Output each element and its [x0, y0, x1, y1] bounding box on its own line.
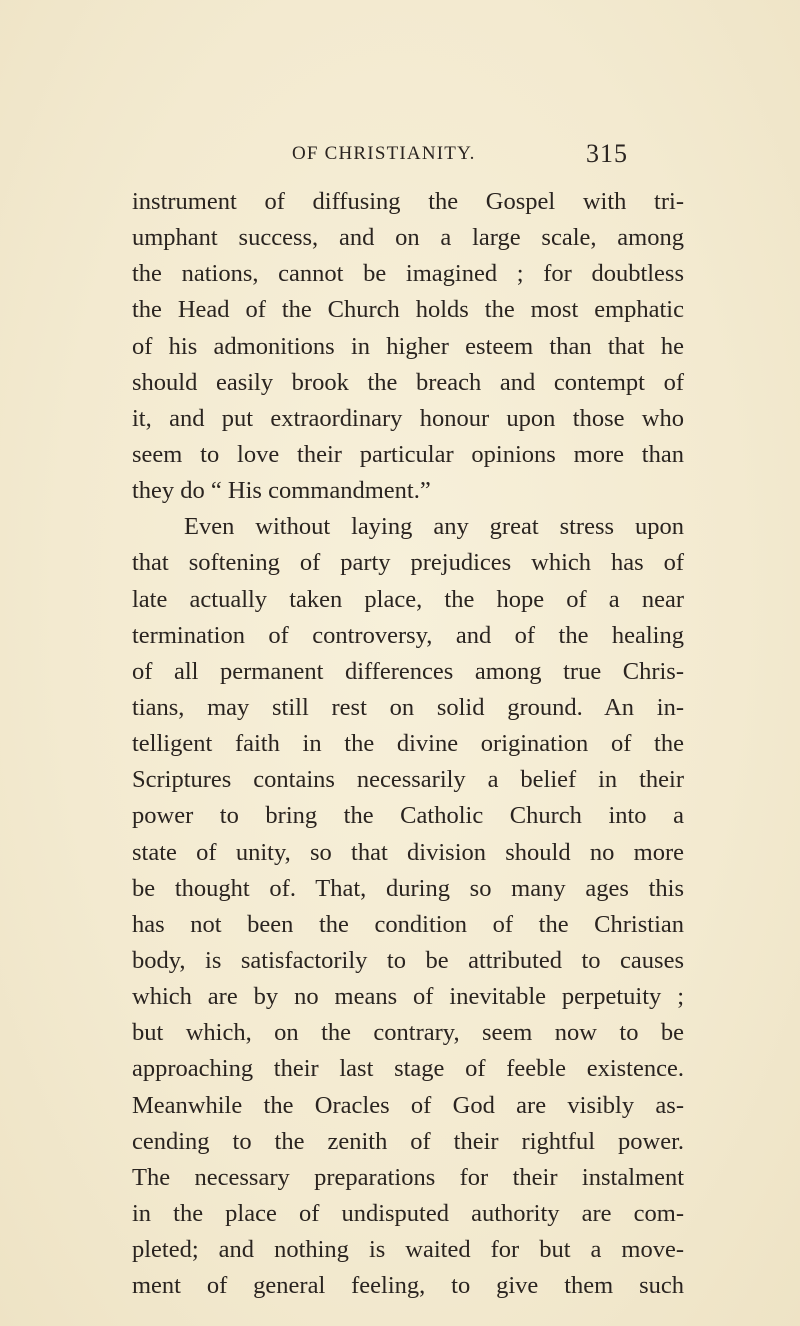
text-line: but which, on the contrary, seem now to be — [132, 1019, 684, 1047]
text-line: tians, may still rest on solid ground. An in- — [132, 693, 684, 721]
text-line: power to bring the Catholic Church into a — [132, 802, 684, 830]
text-line: Meanwhile the Oracles of God are visibly as- — [132, 1091, 684, 1119]
text-line: seem to love their particular opinions more than — [132, 440, 684, 468]
text-line: has not been the condition of the Christian — [132, 910, 684, 938]
text-line: body, is satisfactorily to be attributed to causes — [132, 946, 684, 974]
text-line: approaching their last stage of feeble existence. — [132, 1055, 684, 1083]
text-line: it, and put extraordinary honour upon those who — [132, 404, 684, 432]
text-line: late actually taken place, the hope of a near — [132, 585, 684, 613]
text-line: termination of controversy, and of the healing — [132, 621, 684, 649]
text-line: that softening of party prejudices which has of — [132, 549, 684, 577]
text-line: telligent faith in the divine origination of the — [132, 730, 684, 758]
text-line: state of unity, so that division should no more — [132, 838, 684, 866]
text-line: The necessary preparations for their instalment — [132, 1163, 684, 1191]
body-text — [132, 184, 684, 1304]
text-line: umphant success, and on a large scale, among — [132, 224, 684, 252]
text-line: ment of general feeling, to give them such — [132, 1272, 684, 1300]
text-line: Scriptures contains necessarily a belief in their — [132, 766, 684, 794]
text-line: cending to the zenith of their rightful power. — [132, 1127, 684, 1155]
paragraph-start-line: Even without laying any great stress upon — [184, 513, 684, 541]
text-line: instrument of diffusing the Gospel with tri- — [132, 188, 684, 215]
text-line: which are by no means of inevitable perpetuity ; — [132, 983, 684, 1011]
text-line: the Head of the Church holds the most emphatic — [132, 296, 684, 324]
text-line: in the place of undisputed authority are com- — [132, 1199, 684, 1227]
text-line: the nations, cannot be imagined ; for doubtless — [132, 260, 684, 288]
text-line: of all permanent differences among true Chris- — [132, 657, 684, 685]
text-line: be thought of. That, during so many ages this — [132, 874, 684, 902]
text-line: of his admonitions in higher esteem than that he — [132, 332, 684, 360]
text-line: should easily brook the breach and contempt of — [132, 368, 684, 396]
paragraph-end-line: they do “ His commandment.” — [132, 477, 431, 505]
text-line: pleted; and nothing is waited for but a move- — [132, 1236, 684, 1264]
running-title: OF CHRISTIANITY. — [292, 143, 476, 164]
page-number: 315 — [586, 139, 628, 168]
running-header — [292, 143, 572, 173]
